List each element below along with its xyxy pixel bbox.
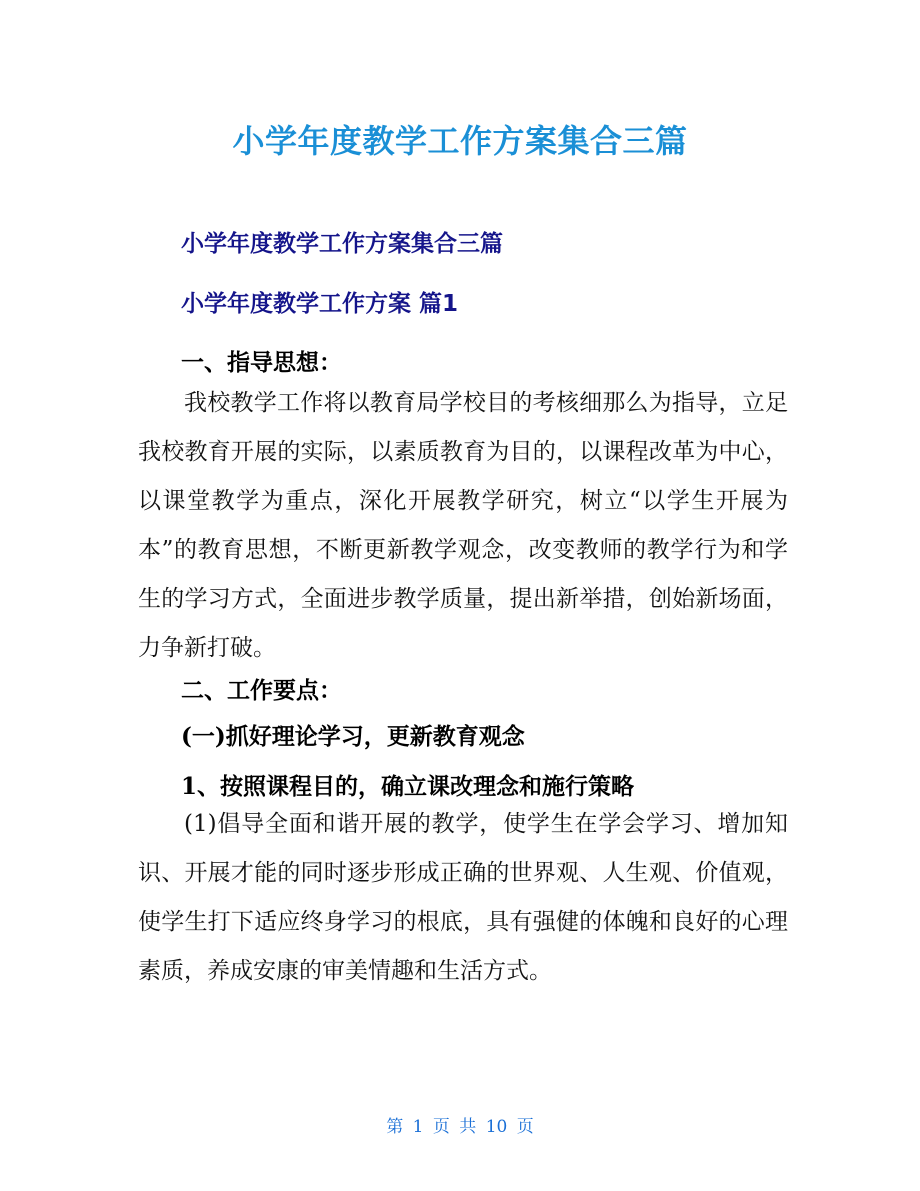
heading-guiding-ideology: 一、指导思想：: [181, 349, 342, 376]
paragraph-guiding-ideology: 我校教学工作将以教育局学校目的考核细那么为指导，立足我校教育开展的实际，以素质教育为目的，以课程改革为中心，以课堂教学为重点，深化开展教学研究，树立“以学生开展为本”的教育思想，不断更新教学观念，改变教师的教学行为和学生的学习方式，全面进步教学质量，提出新举措，创始新场面，力争新打破。: [138, 390, 788, 661]
document-title: 小学年度教学工作方案集合三篇: [232, 122, 688, 160]
heading-work-points: 二、工作要点：: [181, 677, 342, 704]
document-subtitle: 小学年度教学工作方案集合三篇: [181, 231, 503, 257]
heading-theory-study: (一)抓好理论学习，更新教育观念: [181, 723, 525, 750]
section-title: 小学年度教学工作方案 篇1: [181, 291, 459, 317]
paragraph-harmonious-teaching: (1)倡导全面和谐开展的教学，使学生在学会学习、增加知识、开展才能的同时逐步形成正确的世界观、人生观、价值观，使学生打下适应终身学习的根底，具有强健的体魄和良好的心理素质，养成安康的审美情趣和生活方式。: [138, 811, 788, 984]
heading-curriculum-goals: 1、按照课程目的，确立课改理念和施行策略: [181, 773, 635, 800]
page-number-footer: 第 1 页 共 10 页: [386, 1117, 534, 1137]
